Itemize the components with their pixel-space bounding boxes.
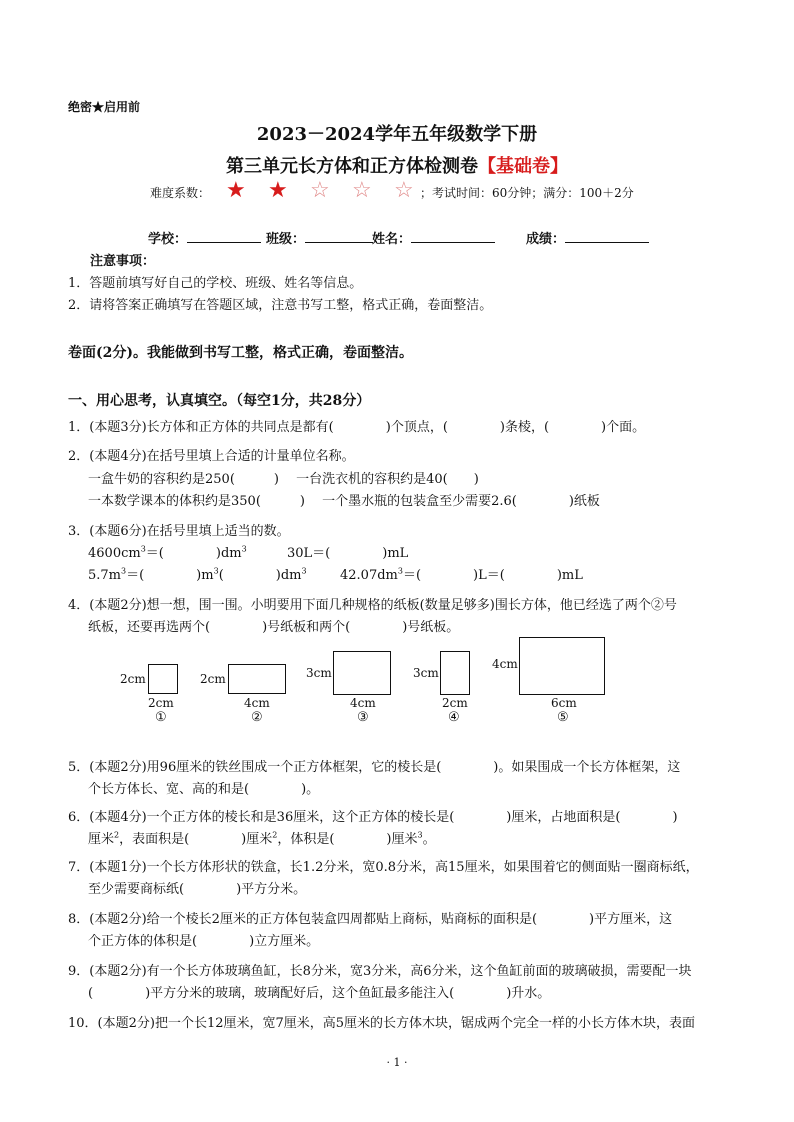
question-4-line1: 4．(本题2分)想一想，围一围。小明要用下面几种规格的纸板(数量足够多)围长方体，他已经选了两个②号: [68, 598, 677, 613]
star-empty-icon: ☆: [310, 178, 330, 203]
question-2-line2: 一本数学课本的体积约是350( ) 一个墨水瓶的包装盒至少需要2.6( )纸板: [88, 494, 600, 509]
question-9-line1: 9．(本题2分)有一个长方体玻璃鱼缸，长8分米，宽3分米，高6分米，这个鱼缸前面的玻璃破损，需要配一块: [68, 964, 692, 979]
title-main: 第三单元长方体和正方体检测卷: [226, 156, 478, 177]
title-tag: 【基础卷】: [478, 156, 568, 177]
question-10-line1: 10．(本题2分)把一个长12厘米，宽7厘米，高5厘米的长方体木块，锯成两个完全一样的小长方体木块，表面: [68, 1016, 696, 1031]
question-8-line1: 8．(本题2分)给一个棱长2厘米的正方体包装盒四周都贴上商标，贴商标的面积是( )平方厘米，这: [68, 912, 673, 927]
question-3-a2: 30L＝( )mL: [287, 546, 409, 561]
neatness-line: 卷面(2分)。我能做到书写工整，格式正确，卷面整洁。: [68, 345, 413, 361]
question-6-line2: 厘米$^2$，表面积是( )厘米$^2$，体积是( )厘米$^3$。: [88, 830, 436, 847]
question-7-line1: 7．(本题1分)一个长方体形状的铁盒，长1.2分米，宽0.8分米，高15厘米，如果围着它的侧面贴一圈商标纸，: [68, 860, 699, 875]
notes-title: 注意事项：: [90, 254, 156, 269]
secret-label: 绝密★启用前: [68, 100, 141, 114]
question-3-a: $4600cm^3=$( )$dm^3$: [88, 544, 247, 561]
title-line2: [0, 152, 794, 178]
section-1-title: 一、用心思考，认真填空。（每空1分，共28分）: [68, 393, 371, 409]
question-7-line2: 至少需要商标纸( )平方分米。: [88, 882, 307, 897]
page-number: · 1 ·: [386, 1056, 408, 1069]
name-label: 姓名：: [372, 232, 412, 247]
question-4-line2: 纸板，还要再选两个( )号纸板和两个( )号纸板。: [88, 620, 460, 635]
note-2: 2．请将答案正确填写在答题区域，注意书写工整，格式正确，卷面整洁。: [68, 298, 493, 313]
star-filled-icon: ★: [268, 178, 288, 203]
question-8-line2: 个正方体的体积是( )立方厘米。: [88, 934, 320, 949]
name-field[interactable]: [372, 228, 495, 247]
difficulty-label: 难度系数：: [150, 186, 211, 200]
note-1: 1．答题前填写好自己的学校、班级、姓名等信息。: [68, 276, 363, 291]
title-line1: 2023－2024学年五年级数学下册: [256, 124, 538, 145]
question-1: 1．(本题3分)长方体和正方体的共同点是都有( )个顶点，( )条棱，( )个面。: [68, 420, 646, 435]
school-field[interactable]: [148, 228, 261, 247]
score-field[interactable]: [526, 228, 649, 247]
question-3-stem: 3．(本题6分)在括号里填上适当的数。: [68, 524, 290, 539]
star-filled-icon: ★: [226, 178, 246, 203]
question-2-line1: 一盒牛奶的容积约是250( ) 一台洗衣机的容积约是40( ): [88, 472, 479, 487]
question-5-line2: 个长方体长、宽、高的和是( )。: [88, 782, 320, 797]
question-3-b2: $42.07dm^3=$( )L＝( )mL: [340, 566, 583, 583]
question-3-b: $5.7m^3=$( )$m^3$( )$dm^3$: [88, 566, 307, 583]
difficulty-row: [150, 184, 210, 201]
score-label: 成绩：: [526, 232, 566, 247]
class-field[interactable]: [266, 228, 373, 247]
question-9-line2: ( )平方分米的玻璃，玻璃配好后，这个鱼缸最多能注入( )升水。: [88, 986, 551, 1001]
school-label: 学校：: [148, 232, 188, 247]
star-empty-icon: ☆: [394, 178, 414, 203]
question-5-line1: 5．(本题2分)用96厘米的铁丝围成一个正方体框架，它的棱长是( )。如果围成一个长方体框架，这: [68, 760, 681, 775]
question-6-line1: 6．(本题4分)一个正方体的棱长和是36厘米，这个正方体的棱长是( )厘米，占地面积是( ): [68, 810, 678, 825]
question-2-stem: 2．(本题4分)在括号里填上合适的计量单位名称。: [68, 449, 355, 464]
class-label: 班级：: [266, 232, 306, 247]
exam-info: ；考试时间：60分钟；满分：100＋2分: [420, 186, 634, 200]
star-empty-icon: ☆: [352, 178, 372, 203]
